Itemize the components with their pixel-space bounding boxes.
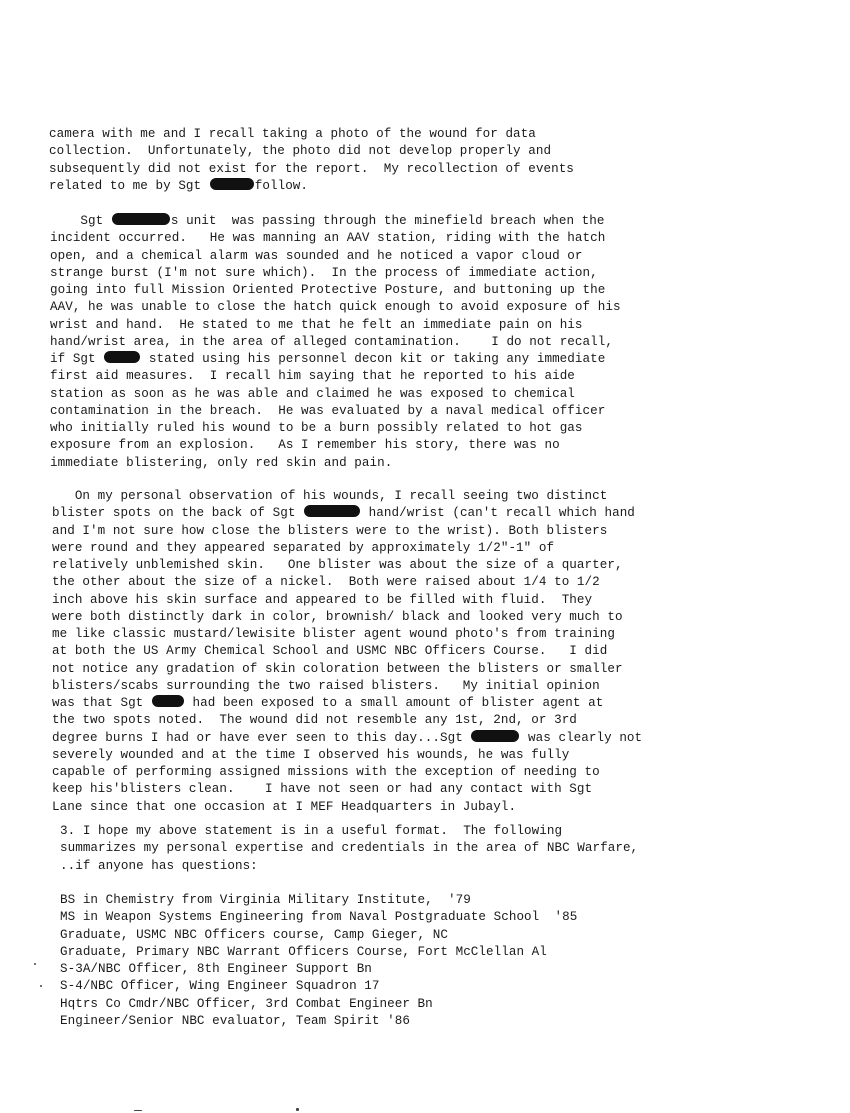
text-line xyxy=(60,961,372,978)
text-line xyxy=(52,695,603,712)
text-line xyxy=(60,944,547,961)
text-line xyxy=(52,626,615,643)
text-line xyxy=(52,505,635,522)
text-segment: On my personal observation of his wounds, I recall seeing two distinct xyxy=(52,489,608,503)
text-segment: MS in Weapon Systems Engineering from Naval Postgraduate School '85 xyxy=(60,910,578,925)
text-line xyxy=(50,230,605,247)
text-segment: station as soon as he was able and claimed he was exposed to chemical xyxy=(50,386,575,401)
text-segment: camera with me and I recall taking a photo of the wound for data xyxy=(49,127,536,141)
text-line xyxy=(60,909,577,926)
text-line xyxy=(50,386,575,403)
text-segment: Engineer/Senior NBC evaluator, Team Spirit '86 xyxy=(60,1013,410,1028)
text-line xyxy=(60,1013,410,1030)
text-line xyxy=(49,143,551,160)
text-line xyxy=(52,764,600,781)
text-segment: wrist and hand. He stated to me that he felt an immediate pain on his xyxy=(50,317,583,332)
text-line xyxy=(52,523,607,540)
text-segment: strange burst (I'm not sure which). In the process of immediate action, xyxy=(50,265,598,280)
text-segment: contamination in the breach. He was evaluated by a naval medical officer xyxy=(50,403,606,418)
text-segment: who initially ruled his wound to be a burn possibly related to hot gas xyxy=(50,421,583,435)
text-segment: BS in Chemistry from Virginia Military Institute, '79 xyxy=(60,893,471,907)
text-segment: at both the US Army Chemical School and USMC NBC Officers Course. I did xyxy=(52,644,608,659)
text-segment: Sgt xyxy=(50,214,111,228)
text-line xyxy=(50,403,605,420)
text-segment: Graduate, Primary NBC Warrant Officers Course, Fort McClellan Al xyxy=(60,944,547,959)
text-line xyxy=(52,540,554,557)
scan-speck xyxy=(296,1108,299,1111)
text-segment: were both distinctly dark in color, brownish/ black and looked very much to xyxy=(52,609,623,624)
text-segment: going into full Mission Oriented Protective Posture, and buttoning up the xyxy=(50,283,606,297)
scan-speck xyxy=(134,1110,142,1111)
text-segment: follow. xyxy=(254,178,309,193)
text-line xyxy=(52,712,577,729)
text-segment: me like classic mustard/lewisite blister agent wound photo's from training xyxy=(52,627,615,641)
text-segment: 3. I hope my above statement is in a useful format. The following xyxy=(60,824,563,838)
text-line xyxy=(49,126,536,143)
text-line xyxy=(60,823,562,840)
text-segment: stated using his personnel decon kit or taking any immediate xyxy=(141,352,606,366)
text-segment: summarizes my personal expertise and credentials in the area of NBC Warfare, xyxy=(60,841,639,856)
text-segment: Graduate, USMC NBC Officers course, Camp Gieger, NC xyxy=(60,927,448,942)
text-segment: if Sgt xyxy=(50,352,104,366)
text-segment: hand/wrist area, in the area of alleged contamination. I do not recall, xyxy=(50,334,613,349)
text-segment: blister spots on the back of Sgt xyxy=(52,506,304,521)
text-line xyxy=(50,420,583,437)
text-line xyxy=(50,368,575,385)
text-line xyxy=(50,351,605,368)
text-line xyxy=(52,799,516,816)
redaction-mark xyxy=(152,695,184,707)
text-line xyxy=(50,299,621,316)
text-line xyxy=(60,892,471,909)
text-line xyxy=(50,437,560,454)
text-segment: collection. Unfortunately, the photo did not develop properly and xyxy=(49,144,552,159)
text-segment: ..if anyone has questions: xyxy=(60,858,258,873)
text-line xyxy=(50,282,605,299)
text-segment: incident occurred. He was manning an AAV station, riding with the hatch xyxy=(50,231,606,246)
text-line xyxy=(52,488,607,505)
text-segment: was clearly not xyxy=(520,730,643,745)
text-segment: subsequently did not exist for the report. My recollection of events xyxy=(49,161,574,176)
text-segment: were round and they appeared separated by approximately 1/2"-1" of xyxy=(52,540,555,555)
text-segment: severely wounded and at the time I observed his wounds, he was fully xyxy=(52,747,570,762)
text-line xyxy=(52,643,607,660)
text-line xyxy=(52,609,623,626)
text-line xyxy=(52,592,592,609)
text-line xyxy=(60,858,258,875)
text-segment: not notice any gradation of skin coloration between the blisters or smaller xyxy=(52,661,623,676)
text-line xyxy=(60,978,380,995)
text-line xyxy=(49,178,308,195)
text-segment: exposure from an explosion. As I remember his story, there was no xyxy=(50,438,560,453)
text-segment: the two spots noted. The wound did not resemble any 1st, 2nd, or 3rd xyxy=(52,713,577,728)
redaction-mark xyxy=(210,178,254,190)
text-line xyxy=(50,213,605,230)
text-segment: keep his'blisters clean. I have not seen or had any contact with Sgt xyxy=(52,782,593,797)
text-line xyxy=(50,317,583,334)
text-segment: s unit was passing through the minefield breach when the xyxy=(170,214,605,228)
text-line xyxy=(60,840,638,857)
text-segment: degree burns I had or have ever seen to this day...Sgt xyxy=(52,730,471,745)
text-segment: and I'm not sure how close the blisters were to the wrist). Both blisters xyxy=(52,523,608,538)
text-line xyxy=(52,730,642,747)
text-line xyxy=(52,574,600,591)
text-segment: had been exposed to a small amount of blister agent at xyxy=(184,696,604,710)
text-segment: immediate blistering, only red skin and pain. xyxy=(50,455,393,470)
text-segment: blisters/scabs surrounding the two raised blisters. My initial opinion xyxy=(52,678,600,693)
text-segment: Hqtrs Co Cmdr/NBC Officer, 3rd Combat Engineer Bn xyxy=(60,996,433,1011)
text-line xyxy=(50,248,583,265)
text-segment: AAV, he was unable to close the hatch quick enough to avoid exposure of his xyxy=(50,300,621,315)
text-line xyxy=(50,334,613,351)
text-segment: inch above his skin surface and appeared to be filled with fluid. They xyxy=(52,592,593,607)
redaction-mark xyxy=(112,213,170,225)
redaction-mark xyxy=(104,351,140,363)
text-segment: relatively unblemished skin. One blister was about the size of a quarter, xyxy=(52,558,623,572)
scan-speck xyxy=(40,985,42,987)
redaction-mark xyxy=(471,730,519,742)
text-segment: was that Sgt xyxy=(52,696,151,710)
text-line xyxy=(52,747,569,764)
text-segment: S-4/NBC Officer, Wing Engineer Squadron 17 xyxy=(60,979,380,994)
text-line xyxy=(52,557,623,574)
text-segment: open, and a chemical alarm was sounded and he noticed a vapor cloud or xyxy=(50,248,583,263)
text-line xyxy=(50,265,598,282)
text-segment: the other about the size of a nickel. Both were raised about 1/4 to 1/2 xyxy=(52,575,600,590)
text-line xyxy=(52,781,592,798)
text-line xyxy=(52,661,623,678)
text-line xyxy=(49,161,574,178)
text-line xyxy=(52,678,600,695)
text-segment: first aid measures. I recall him saying that he reported to his aide xyxy=(50,369,575,384)
text-segment: S-3A/NBC Officer, 8th Engineer Support Bn xyxy=(60,962,372,976)
redaction-mark xyxy=(304,505,360,517)
text-segment: hand/wrist (can't recall which hand xyxy=(361,506,635,521)
text-segment: Lane since that one occasion at I MEF Headquarters in Jubayl. xyxy=(52,799,517,814)
text-line xyxy=(60,927,448,944)
text-line xyxy=(60,996,433,1013)
scan-speck xyxy=(34,963,36,965)
text-segment: related to me by Sgt xyxy=(49,178,209,193)
text-segment: capable of performing assigned missions with the exception of needing to xyxy=(52,765,600,779)
text-line xyxy=(50,455,392,472)
